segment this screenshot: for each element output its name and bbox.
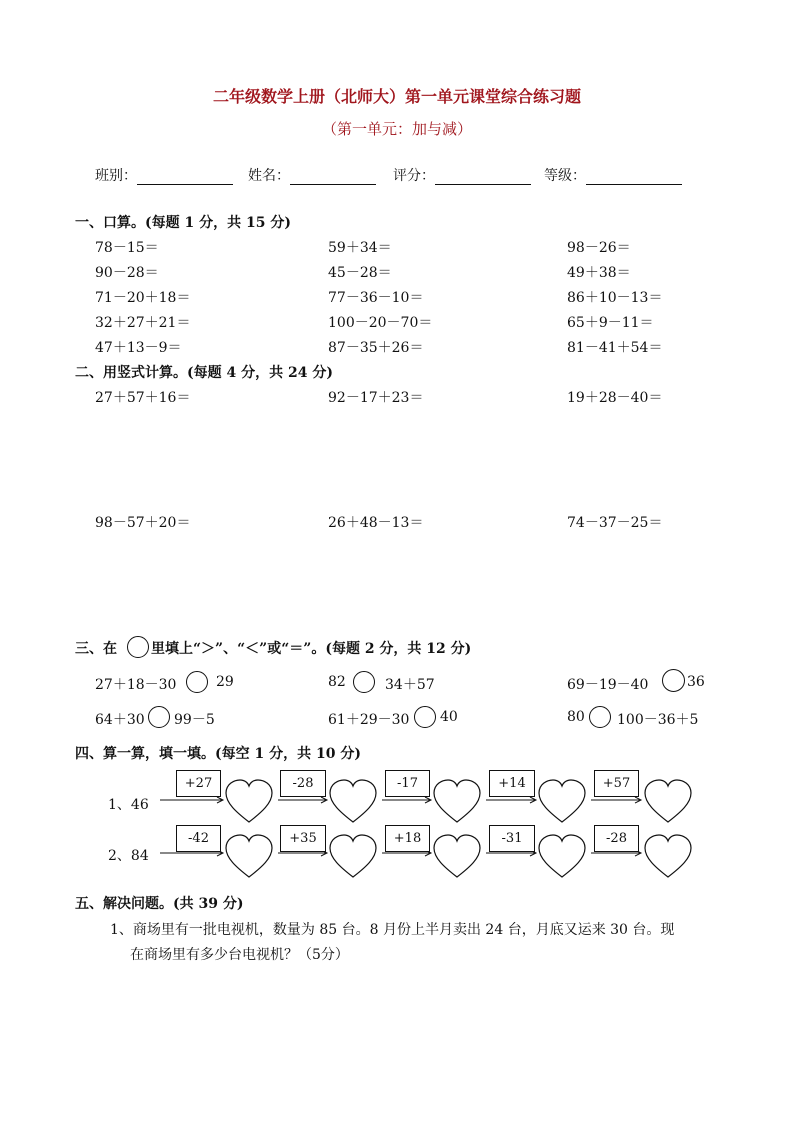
oral-item: 77－36－10＝ [328, 290, 424, 306]
oral-item: 71－20＋18＝ [95, 290, 191, 306]
vertical-item: 98－57＋20＝ [95, 515, 191, 531]
page-title: 二年级数学上册（北师大）第一单元课堂综合练习题 [212, 87, 581, 106]
operation-box: -17 [385, 770, 430, 797]
operation-box: +57 [594, 770, 639, 797]
heart-icon [645, 835, 691, 877]
heart-icon [645, 780, 691, 822]
oral-item: 81－41＋54＝ [567, 340, 663, 356]
compare-left: 64＋30 [95, 712, 145, 728]
compare-right: 40 [440, 709, 458, 725]
section5-heading: 五、解决问题。(共 39 分) [75, 896, 244, 912]
section4-heading: 四、算一算，填一填。(每空 1 分，共 10 分) [75, 746, 361, 762]
vertical-item: 74－37－25＝ [567, 515, 663, 531]
operation-box: -31 [489, 825, 535, 852]
oral-item: 78－15＝ [95, 240, 159, 256]
vertical-item: 92－17＋23＝ [328, 390, 424, 406]
compare-right: 100－36＋5 [617, 712, 699, 728]
heart-icon [226, 835, 272, 877]
heart-icon [434, 835, 480, 877]
operation-box: +18 [385, 825, 430, 852]
oral-item: 98－26＝ [567, 240, 631, 256]
score-label: 评分： [393, 168, 435, 184]
oral-item: 59＋34＝ [328, 240, 392, 256]
vertical-item: 27＋57＋16＝ [95, 390, 191, 406]
operation-box: -28 [280, 770, 326, 797]
grade-label: 等级： [544, 168, 586, 184]
oral-item: 90－28＝ [95, 265, 159, 281]
problem-text: 在商场里有多少台电视机？（5分） [130, 947, 349, 963]
operation-box: +14 [489, 770, 535, 797]
oral-item: 86＋10－13＝ [567, 290, 663, 306]
vertical-item: 26＋48－13＝ [328, 515, 424, 531]
heart-icon [330, 780, 376, 822]
vertical-item: 19＋28－40＝ [567, 390, 663, 406]
section1-heading: 一、口算。(每题 1 分，共 15 分) [75, 215, 291, 231]
compare-right: 36 [687, 674, 705, 690]
oral-item: 100－20－70＝ [328, 315, 433, 331]
compare-right: 29 [216, 674, 234, 690]
operation-box: -28 [594, 825, 639, 852]
compare-left: 27＋18－30 [95, 677, 177, 693]
operation-box: -42 [176, 825, 221, 852]
compare-left: 80 [567, 709, 585, 725]
compare-right: 34＋57 [385, 677, 435, 693]
page-subtitle: （第一单元：加与减） [321, 120, 472, 138]
chain-start-label: 2、84 [108, 848, 149, 864]
compare-left: 82 [328, 674, 346, 690]
compare-right: 99－5 [174, 712, 215, 728]
oral-item: 32＋27＋21＝ [95, 315, 191, 331]
class-label: 班别： [95, 168, 137, 184]
oral-item: 87－35＋26＝ [328, 340, 424, 356]
problem-text: 1、商场里有一批电视机，数量为 85 台。8 月份上半月卖出 24 台，月底又运来 30 台。现 [110, 922, 675, 938]
oral-item: 65＋9－11＝ [567, 315, 654, 331]
heart-icon [330, 835, 376, 877]
oral-item: 49＋38＝ [567, 265, 631, 281]
operation-box: +27 [176, 770, 221, 797]
compare-left: 61＋29－30 [328, 712, 410, 728]
heart-icon [539, 780, 585, 822]
heart-icon [539, 835, 585, 877]
section2-heading: 二、用竖式计算。(每题 4 分，共 24 分) [75, 365, 333, 381]
name-label: 姓名： [248, 168, 290, 184]
heart-icon [226, 780, 272, 822]
section3-heading-prefix: 三、在 [75, 641, 117, 657]
chain-start-label: 1、46 [108, 797, 149, 813]
oral-item: 47＋13－9＝ [95, 340, 182, 356]
section3-heading-suffix: 里填上“＞”、“＜”或“＝”。(每题 2 分，共 12 分) [151, 641, 472, 657]
compare-left: 69－19－40 [567, 677, 649, 693]
heart-icon [434, 780, 480, 822]
operation-box: +35 [280, 825, 326, 852]
oral-item: 45－28＝ [328, 265, 392, 281]
